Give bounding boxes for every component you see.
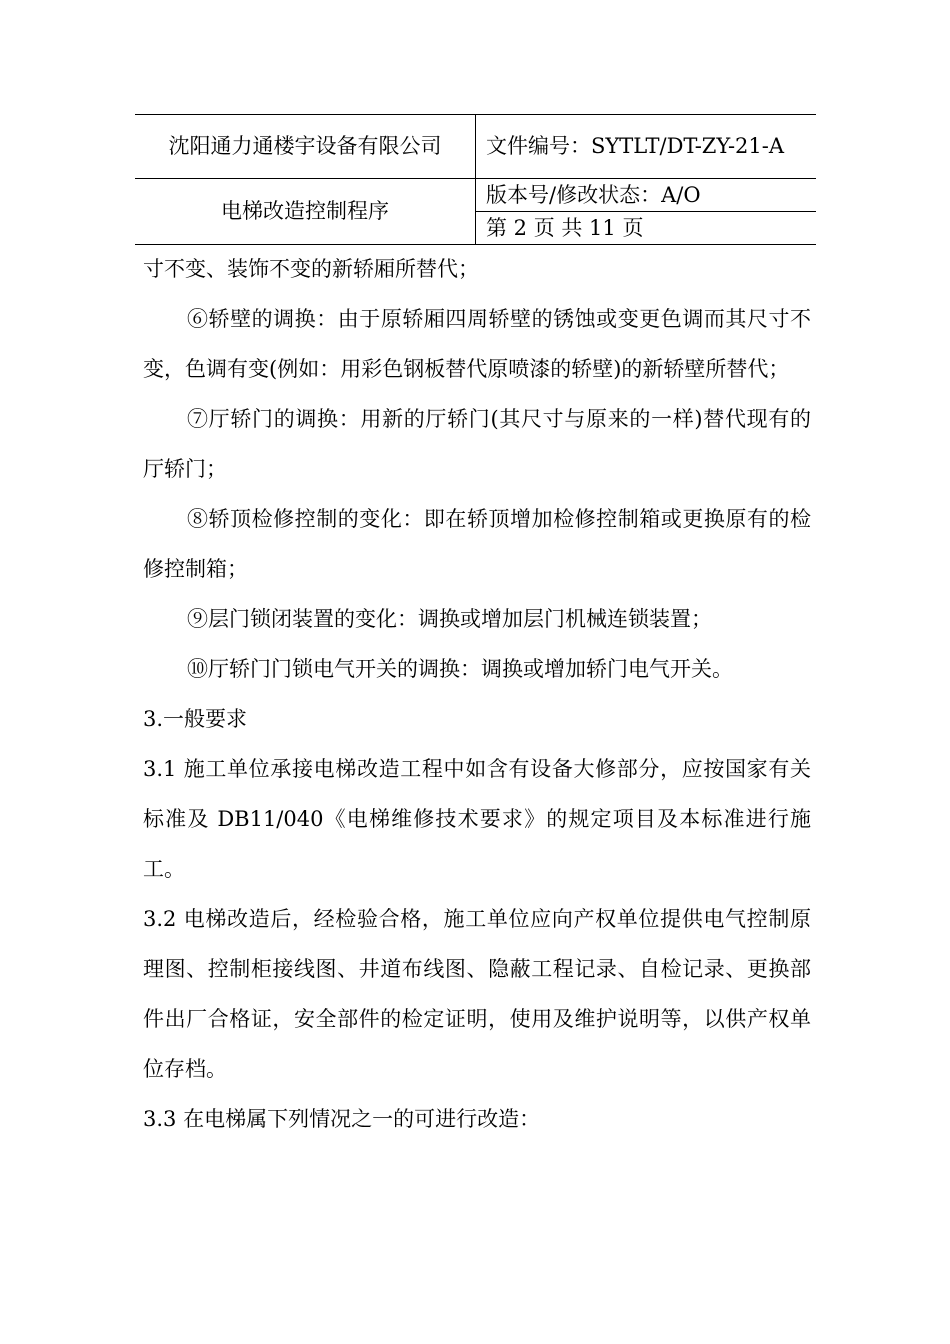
body-paragraph: ⑨层门锁闭装置的变化：调换或增加层门机械连锁装置； bbox=[187, 607, 712, 631]
body-paragraph: ⑧轿顶检修控制的变化：即在轿顶增加检修控制箱或更换原有的检修控制箱； bbox=[143, 507, 811, 581]
page-number: 第 2 页 共 11 页 bbox=[476, 212, 817, 245]
version-status: 版本号/修改状态：A/O bbox=[476, 179, 817, 212]
document-title: 电梯改造控制程序 bbox=[135, 179, 476, 245]
body-paragraph: ⑥轿壁的调换：由于原轿厢四周轿壁的锈蚀或变更色调而其尺寸不变，色调有变(例如：用彩色钢板替代原喷漆的轿壁)的新轿壁所替代； bbox=[143, 307, 811, 381]
company-name: 沈阳通力通楼宇设备有限公司 bbox=[135, 115, 476, 179]
body-paragraph: ⑩厅轿门门锁电气开关的调换：调换或增加轿门电气开关。 bbox=[187, 657, 733, 681]
body-paragraph: 3.2 电梯改造后，经检验合格，施工单位应向产权单位提供电气控制原理图、控制柜接线图、井道布线图、隐蔽工程记录、自检记录、更换部件出厂合格证，安全部件的检定证明，使用及维护说明等，以供产权单位存档。 bbox=[143, 907, 811, 1081]
body-paragraph: 3.3 在电梯属下列情况之一的可进行改造： bbox=[143, 1107, 541, 1131]
document-header-table bbox=[135, 114, 816, 245]
document-number: 文件编号：SYTLT/DT-ZY-21-A bbox=[476, 115, 817, 179]
body-paragraph: 3.1 施工单位承接电梯改造工程中如含有设备大修部分，应按国家有关标准及 DB11/040《电梯维修技术要求》的规定项目及本标准进行施工。 bbox=[143, 757, 811, 881]
section-heading: 3.一般要求 bbox=[143, 707, 248, 731]
document-body bbox=[143, 244, 811, 1144]
body-paragraph: ⑦厅轿门的调换：用新的厅轿门(其尺寸与原来的一样)替代现有的厅轿门； bbox=[143, 407, 811, 481]
body-paragraph: 寸不变、装饰不变的新轿厢所替代； bbox=[143, 257, 479, 281]
